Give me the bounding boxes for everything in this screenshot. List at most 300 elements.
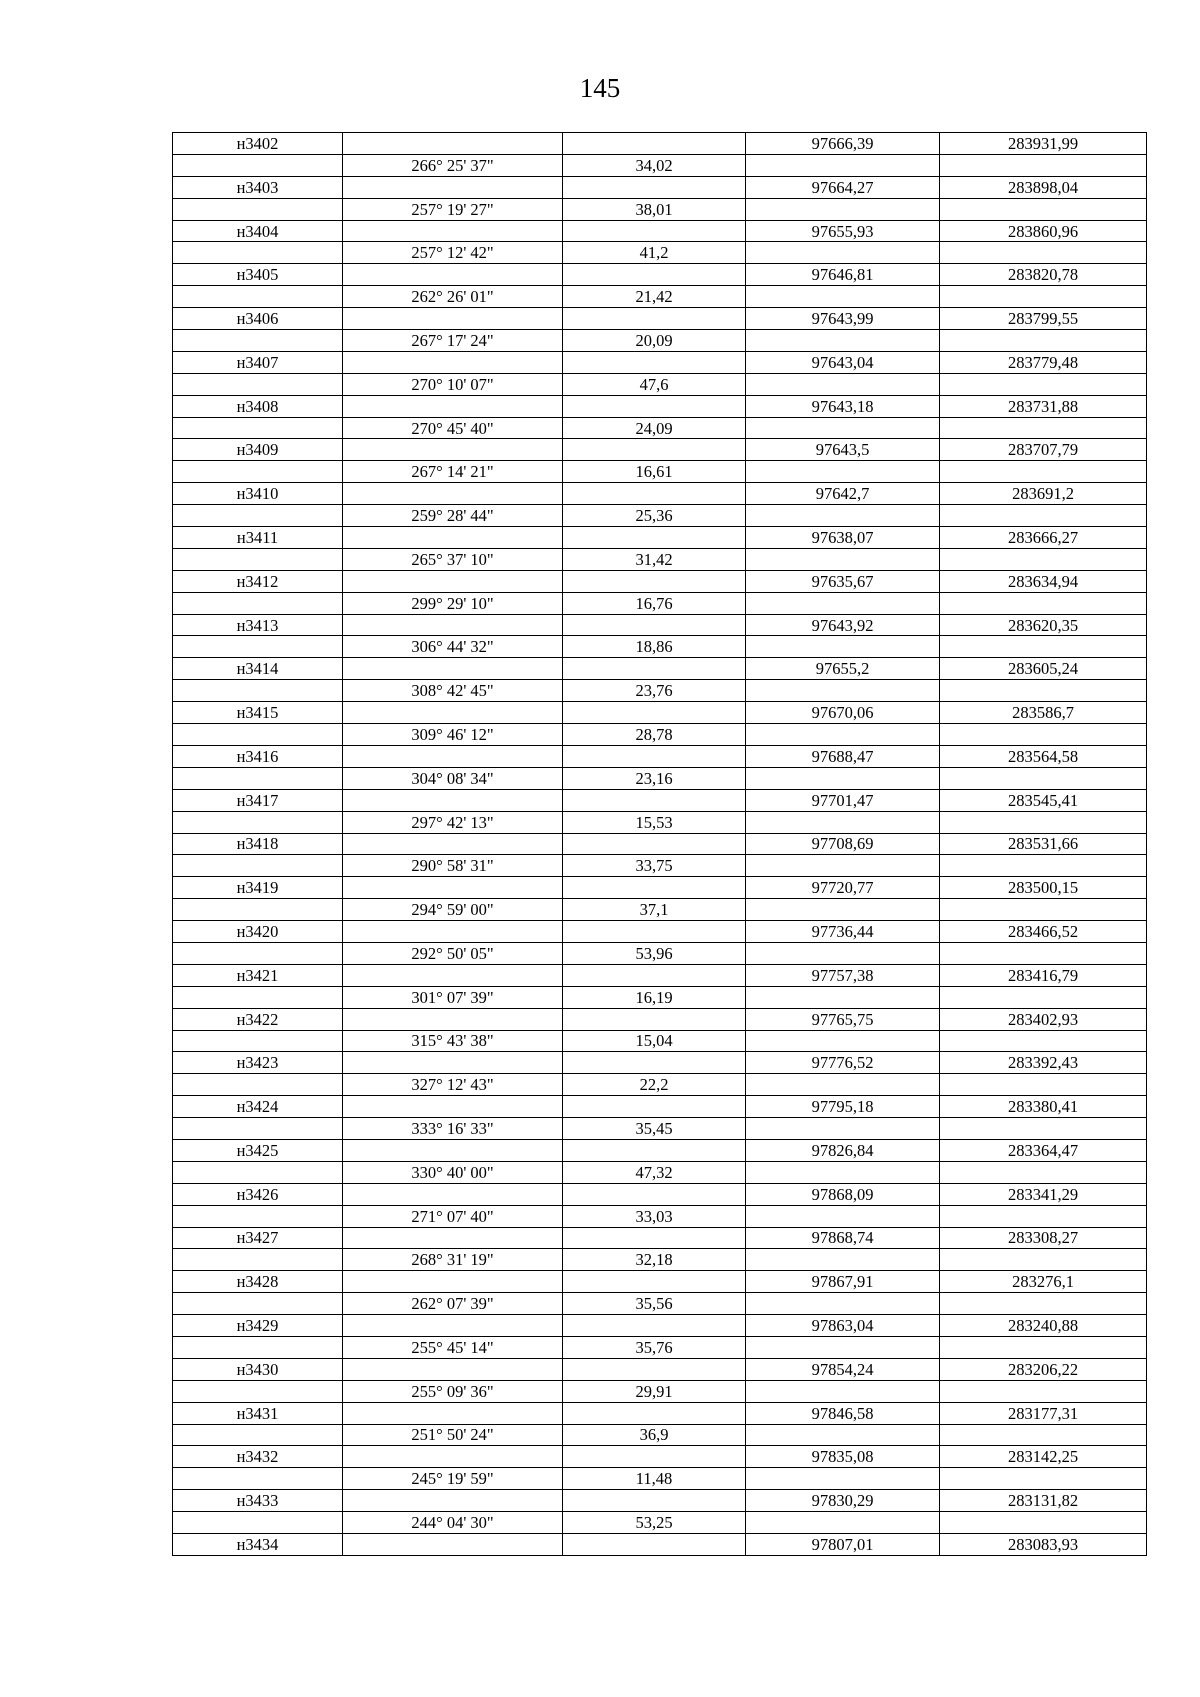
- empty-cell: [173, 242, 343, 264]
- direction-angle-cell: 268° 31' 19": [343, 1249, 563, 1271]
- empty-cell: [940, 767, 1147, 789]
- direction-angle-cell: 294° 59' 00": [343, 899, 563, 921]
- empty-cell: [343, 1096, 563, 1118]
- segment-length-cell: 31,42: [563, 548, 746, 570]
- point-name-cell: н3434: [173, 1534, 343, 1556]
- empty-cell: [746, 1293, 940, 1315]
- segment-length-cell: 47,32: [563, 1161, 746, 1183]
- empty-cell: [343, 264, 563, 286]
- point-row: [173, 833, 1147, 855]
- y-coordinate-cell: 283860,96: [940, 220, 1147, 242]
- segment-row: [173, 986, 1147, 1008]
- empty-cell: [343, 351, 563, 373]
- direction-angle-cell: 270° 10' 07": [343, 373, 563, 395]
- empty-cell: [746, 417, 940, 439]
- empty-cell: [173, 899, 343, 921]
- empty-cell: [940, 986, 1147, 1008]
- empty-cell: [746, 811, 940, 833]
- point-name-cell: н3424: [173, 1096, 343, 1118]
- point-row: [173, 264, 1147, 286]
- empty-cell: [173, 417, 343, 439]
- point-row: [173, 1052, 1147, 1074]
- segment-length-cell: 37,1: [563, 899, 746, 921]
- empty-cell: [173, 724, 343, 746]
- empty-cell: [940, 548, 1147, 570]
- point-name-cell: н3415: [173, 702, 343, 724]
- y-coordinate-cell: 283466,52: [940, 921, 1147, 943]
- point-row: [173, 614, 1147, 636]
- point-name-cell: н3412: [173, 570, 343, 592]
- empty-cell: [173, 1380, 343, 1402]
- segment-length-cell: 15,04: [563, 1030, 746, 1052]
- empty-cell: [563, 176, 746, 198]
- empty-cell: [940, 1030, 1147, 1052]
- segment-row: [173, 1205, 1147, 1227]
- segment-row: [173, 1249, 1147, 1271]
- segment-row: [173, 505, 1147, 527]
- segment-length-cell: 22,2: [563, 1074, 746, 1096]
- direction-angle-cell: 304° 08' 34": [343, 767, 563, 789]
- segment-row: [173, 373, 1147, 395]
- empty-cell: [173, 1205, 343, 1227]
- y-coordinate-cell: 283620,35: [940, 614, 1147, 636]
- point-row: [173, 351, 1147, 373]
- segment-row: [173, 1074, 1147, 1096]
- empty-cell: [940, 1118, 1147, 1140]
- empty-cell: [940, 198, 1147, 220]
- empty-cell: [746, 986, 940, 1008]
- empty-cell: [940, 505, 1147, 527]
- y-coordinate-cell: 283707,79: [940, 439, 1147, 461]
- empty-cell: [173, 1074, 343, 1096]
- point-name-cell: н3420: [173, 921, 343, 943]
- y-coordinate-cell: 283392,43: [940, 1052, 1147, 1074]
- empty-cell: [746, 242, 940, 264]
- empty-cell: [173, 286, 343, 308]
- y-coordinate-cell: 283341,29: [940, 1183, 1147, 1205]
- x-coordinate-cell: 97643,18: [746, 395, 940, 417]
- empty-cell: [563, 1052, 746, 1074]
- x-coordinate-cell: 97643,5: [746, 439, 940, 461]
- segment-length-cell: 16,61: [563, 461, 746, 483]
- empty-cell: [940, 1074, 1147, 1096]
- point-row: [173, 745, 1147, 767]
- direction-angle-cell: 271° 07' 40": [343, 1205, 563, 1227]
- segment-row: [173, 899, 1147, 921]
- empty-cell: [746, 1512, 940, 1534]
- segment-row: [173, 592, 1147, 614]
- empty-cell: [563, 614, 746, 636]
- y-coordinate-cell: 283820,78: [940, 264, 1147, 286]
- direction-angle-cell: 301° 07' 39": [343, 986, 563, 1008]
- empty-cell: [940, 1380, 1147, 1402]
- empty-cell: [746, 1074, 940, 1096]
- segment-row: [173, 1512, 1147, 1534]
- coordinates-table-body: [173, 133, 1147, 1556]
- empty-cell: [563, 1446, 746, 1468]
- y-coordinate-cell: 283380,41: [940, 1096, 1147, 1118]
- empty-cell: [343, 1315, 563, 1337]
- empty-cell: [173, 548, 343, 570]
- empty-cell: [746, 899, 940, 921]
- x-coordinate-cell: 97795,18: [746, 1096, 940, 1118]
- y-coordinate-cell: 283931,99: [940, 133, 1147, 155]
- segment-row: [173, 242, 1147, 264]
- empty-cell: [746, 680, 940, 702]
- empty-cell: [940, 242, 1147, 264]
- y-coordinate-cell: 283605,24: [940, 658, 1147, 680]
- segment-row: [173, 1030, 1147, 1052]
- segment-length-cell: 47,6: [563, 373, 746, 395]
- point-name-cell: н3422: [173, 1008, 343, 1030]
- x-coordinate-cell: 97863,04: [746, 1315, 940, 1337]
- empty-cell: [173, 767, 343, 789]
- x-coordinate-cell: 97736,44: [746, 921, 940, 943]
- empty-cell: [940, 1512, 1147, 1534]
- x-coordinate-cell: 97646,81: [746, 264, 940, 286]
- y-coordinate-cell: 283634,94: [940, 570, 1147, 592]
- empty-cell: [563, 1096, 746, 1118]
- point-name-cell: н3403: [173, 176, 343, 198]
- empty-cell: [940, 811, 1147, 833]
- direction-angle-cell: 262° 07' 39": [343, 1293, 563, 1315]
- y-coordinate-cell: 283691,2: [940, 483, 1147, 505]
- empty-cell: [173, 154, 343, 176]
- point-name-cell: н3426: [173, 1183, 343, 1205]
- direction-angle-cell: 309° 46' 12": [343, 724, 563, 746]
- point-name-cell: н3418: [173, 833, 343, 855]
- point-name-cell: н3414: [173, 658, 343, 680]
- empty-cell: [940, 592, 1147, 614]
- empty-cell: [343, 921, 563, 943]
- segment-length-cell: 16,19: [563, 986, 746, 1008]
- empty-cell: [343, 1271, 563, 1293]
- empty-cell: [343, 1008, 563, 1030]
- direction-angle-cell: 315° 43' 38": [343, 1030, 563, 1052]
- y-coordinate-cell: 283206,22: [940, 1358, 1147, 1380]
- direction-angle-cell: 299° 29' 10": [343, 592, 563, 614]
- point-row: [173, 658, 1147, 680]
- segment-length-cell: 23,16: [563, 767, 746, 789]
- empty-cell: [343, 570, 563, 592]
- direction-angle-cell: 292° 50' 05": [343, 942, 563, 964]
- empty-cell: [563, 1271, 746, 1293]
- empty-cell: [173, 680, 343, 702]
- empty-cell: [343, 220, 563, 242]
- point-row: [173, 921, 1147, 943]
- empty-cell: [563, 1008, 746, 1030]
- empty-cell: [173, 1030, 343, 1052]
- segment-row: [173, 1293, 1147, 1315]
- empty-cell: [343, 789, 563, 811]
- empty-cell: [940, 724, 1147, 746]
- empty-cell: [940, 154, 1147, 176]
- empty-cell: [940, 286, 1147, 308]
- segment-row: [173, 811, 1147, 833]
- point-row: [173, 1096, 1147, 1118]
- segment-length-cell: 20,09: [563, 330, 746, 352]
- point-row: [173, 1271, 1147, 1293]
- point-name-cell: н3428: [173, 1271, 343, 1293]
- x-coordinate-cell: 97642,7: [746, 483, 940, 505]
- point-name-cell: н3433: [173, 1490, 343, 1512]
- empty-cell: [746, 1249, 940, 1271]
- segment-length-cell: 16,76: [563, 592, 746, 614]
- segment-length-cell: 36,9: [563, 1424, 746, 1446]
- segment-row: [173, 724, 1147, 746]
- empty-cell: [563, 1183, 746, 1205]
- empty-cell: [940, 942, 1147, 964]
- point-name-cell: н3429: [173, 1315, 343, 1337]
- y-coordinate-cell: 283240,88: [940, 1315, 1147, 1337]
- point-row: [173, 176, 1147, 198]
- empty-cell: [940, 373, 1147, 395]
- empty-cell: [343, 1490, 563, 1512]
- direction-angle-cell: 308° 42' 45": [343, 680, 563, 702]
- segment-row: [173, 1380, 1147, 1402]
- point-name-cell: н3404: [173, 220, 343, 242]
- y-coordinate-cell: 283364,47: [940, 1139, 1147, 1161]
- point-row: [173, 1139, 1147, 1161]
- direction-angle-cell: 255° 09' 36": [343, 1380, 563, 1402]
- segment-length-cell: 41,2: [563, 242, 746, 264]
- empty-cell: [173, 592, 343, 614]
- segment-row: [173, 680, 1147, 702]
- direction-angle-cell: 266° 25' 37": [343, 154, 563, 176]
- point-row: [173, 1490, 1147, 1512]
- segment-row: [173, 1336, 1147, 1358]
- x-coordinate-cell: 97635,67: [746, 570, 940, 592]
- point-name-cell: н3423: [173, 1052, 343, 1074]
- segment-length-cell: 25,36: [563, 505, 746, 527]
- empty-cell: [173, 505, 343, 527]
- empty-cell: [746, 461, 940, 483]
- segment-length-cell: 24,09: [563, 417, 746, 439]
- empty-cell: [173, 1424, 343, 1446]
- empty-cell: [343, 133, 563, 155]
- empty-cell: [940, 1468, 1147, 1490]
- y-coordinate-cell: 283416,79: [940, 964, 1147, 986]
- x-coordinate-cell: 97765,75: [746, 1008, 940, 1030]
- segment-row: [173, 461, 1147, 483]
- point-name-cell: н3417: [173, 789, 343, 811]
- empty-cell: [746, 724, 940, 746]
- y-coordinate-cell: 283666,27: [940, 527, 1147, 549]
- segment-length-cell: 34,02: [563, 154, 746, 176]
- direction-angle-cell: 267° 14' 21": [343, 461, 563, 483]
- empty-cell: [746, 373, 940, 395]
- empty-cell: [343, 1183, 563, 1205]
- direction-angle-cell: 327° 12' 43": [343, 1074, 563, 1096]
- empty-cell: [173, 1118, 343, 1140]
- direction-angle-cell: 290° 58' 31": [343, 855, 563, 877]
- empty-cell: [563, 483, 746, 505]
- empty-cell: [746, 942, 940, 964]
- point-row: [173, 1534, 1147, 1556]
- empty-cell: [563, 833, 746, 855]
- direction-angle-cell: 259° 28' 44": [343, 505, 563, 527]
- empty-cell: [940, 1205, 1147, 1227]
- empty-cell: [343, 1227, 563, 1249]
- segment-row: [173, 330, 1147, 352]
- empty-cell: [563, 1315, 746, 1337]
- empty-cell: [343, 833, 563, 855]
- direction-angle-cell: 265° 37' 10": [343, 548, 563, 570]
- segment-length-cell: 23,76: [563, 680, 746, 702]
- segment-length-cell: 11,48: [563, 1468, 746, 1490]
- point-row: [173, 964, 1147, 986]
- empty-cell: [563, 1227, 746, 1249]
- empty-cell: [173, 636, 343, 658]
- direction-angle-cell: 267° 17' 24": [343, 330, 563, 352]
- direction-angle-cell: 251° 50' 24": [343, 1424, 563, 1446]
- point-row: [173, 1315, 1147, 1337]
- x-coordinate-cell: 97655,2: [746, 658, 940, 680]
- y-coordinate-cell: 283545,41: [940, 789, 1147, 811]
- y-coordinate-cell: 283142,25: [940, 1446, 1147, 1468]
- empty-cell: [746, 1161, 940, 1183]
- segment-row: [173, 1468, 1147, 1490]
- direction-angle-cell: 330° 40' 00": [343, 1161, 563, 1183]
- empty-cell: [563, 789, 746, 811]
- empty-cell: [940, 899, 1147, 921]
- empty-cell: [746, 1030, 940, 1052]
- point-row: [173, 1183, 1147, 1205]
- empty-cell: [940, 417, 1147, 439]
- x-coordinate-cell: 97643,04: [746, 351, 940, 373]
- empty-cell: [343, 1446, 563, 1468]
- empty-cell: [563, 133, 746, 155]
- empty-cell: [173, 373, 343, 395]
- point-name-cell: н3421: [173, 964, 343, 986]
- empty-cell: [940, 1161, 1147, 1183]
- empty-cell: [173, 198, 343, 220]
- x-coordinate-cell: 97854,24: [746, 1358, 940, 1380]
- point-row: [173, 1358, 1147, 1380]
- empty-cell: [563, 1534, 746, 1556]
- empty-cell: [746, 286, 940, 308]
- segment-length-cell: 35,76: [563, 1336, 746, 1358]
- segment-row: [173, 417, 1147, 439]
- empty-cell: [343, 1139, 563, 1161]
- x-coordinate-cell: 97643,92: [746, 614, 940, 636]
- segment-row: [173, 198, 1147, 220]
- empty-cell: [563, 220, 746, 242]
- empty-cell: [563, 264, 746, 286]
- point-name-cell: н3419: [173, 877, 343, 899]
- point-name-cell: н3402: [173, 133, 343, 155]
- y-coordinate-cell: 283131,82: [940, 1490, 1147, 1512]
- y-coordinate-cell: 283799,55: [940, 308, 1147, 330]
- empty-cell: [563, 570, 746, 592]
- segment-length-cell: 29,91: [563, 1380, 746, 1402]
- empty-cell: [940, 1249, 1147, 1271]
- segment-length-cell: 33,03: [563, 1205, 746, 1227]
- empty-cell: [343, 439, 563, 461]
- empty-cell: [563, 702, 746, 724]
- empty-cell: [343, 745, 563, 767]
- x-coordinate-cell: 97868,09: [746, 1183, 940, 1205]
- point-row: [173, 439, 1147, 461]
- empty-cell: [563, 351, 746, 373]
- point-name-cell: н3425: [173, 1139, 343, 1161]
- empty-cell: [746, 855, 940, 877]
- direction-angle-cell: 297° 42' 13": [343, 811, 563, 833]
- empty-cell: [173, 1512, 343, 1534]
- point-name-cell: н3413: [173, 614, 343, 636]
- point-row: [173, 395, 1147, 417]
- empty-cell: [940, 461, 1147, 483]
- empty-cell: [746, 548, 940, 570]
- empty-cell: [343, 395, 563, 417]
- x-coordinate-cell: 97776,52: [746, 1052, 940, 1074]
- point-row: [173, 220, 1147, 242]
- segment-row: [173, 1118, 1147, 1140]
- empty-cell: [746, 1468, 940, 1490]
- segment-length-cell: 35,45: [563, 1118, 746, 1140]
- segment-row: [173, 286, 1147, 308]
- coordinates-table: [172, 132, 1147, 1556]
- segment-length-cell: 53,96: [563, 942, 746, 964]
- segment-row: [173, 855, 1147, 877]
- y-coordinate-cell: 283731,88: [940, 395, 1147, 417]
- y-coordinate-cell: 283083,93: [940, 1534, 1147, 1556]
- empty-cell: [940, 330, 1147, 352]
- empty-cell: [563, 1358, 746, 1380]
- empty-cell: [563, 658, 746, 680]
- empty-cell: [173, 942, 343, 964]
- empty-cell: [746, 1380, 940, 1402]
- point-name-cell: н3410: [173, 483, 343, 505]
- empty-cell: [343, 614, 563, 636]
- empty-cell: [173, 1161, 343, 1183]
- point-name-cell: н3406: [173, 308, 343, 330]
- empty-cell: [940, 680, 1147, 702]
- x-coordinate-cell: 97666,39: [746, 133, 940, 155]
- y-coordinate-cell: 283586,7: [940, 702, 1147, 724]
- empty-cell: [563, 1139, 746, 1161]
- point-row: [173, 877, 1147, 899]
- empty-cell: [343, 176, 563, 198]
- empty-cell: [173, 1293, 343, 1315]
- point-row: [173, 308, 1147, 330]
- empty-cell: [746, 1336, 940, 1358]
- x-coordinate-cell: 97830,29: [746, 1490, 940, 1512]
- empty-cell: [563, 395, 746, 417]
- page-number: 145: [579, 73, 621, 103]
- x-coordinate-cell: 97643,99: [746, 308, 940, 330]
- empty-cell: [173, 1336, 343, 1358]
- x-coordinate-cell: 97664,27: [746, 176, 940, 198]
- y-coordinate-cell: 283276,1: [940, 1271, 1147, 1293]
- empty-cell: [746, 1205, 940, 1227]
- empty-cell: [746, 767, 940, 789]
- direction-angle-cell: 306° 44' 32": [343, 636, 563, 658]
- point-name-cell: н3405: [173, 264, 343, 286]
- point-name-cell: н3409: [173, 439, 343, 461]
- empty-cell: [746, 592, 940, 614]
- direction-angle-cell: 255° 45' 14": [343, 1336, 563, 1358]
- segment-row: [173, 942, 1147, 964]
- x-coordinate-cell: 97867,91: [746, 1271, 940, 1293]
- empty-cell: [563, 877, 746, 899]
- point-name-cell: н3431: [173, 1402, 343, 1424]
- x-coordinate-cell: 97846,58: [746, 1402, 940, 1424]
- point-name-cell: н3411: [173, 527, 343, 549]
- x-coordinate-cell: 97807,01: [746, 1534, 940, 1556]
- segment-length-cell: 33,75: [563, 855, 746, 877]
- point-name-cell: н3432: [173, 1446, 343, 1468]
